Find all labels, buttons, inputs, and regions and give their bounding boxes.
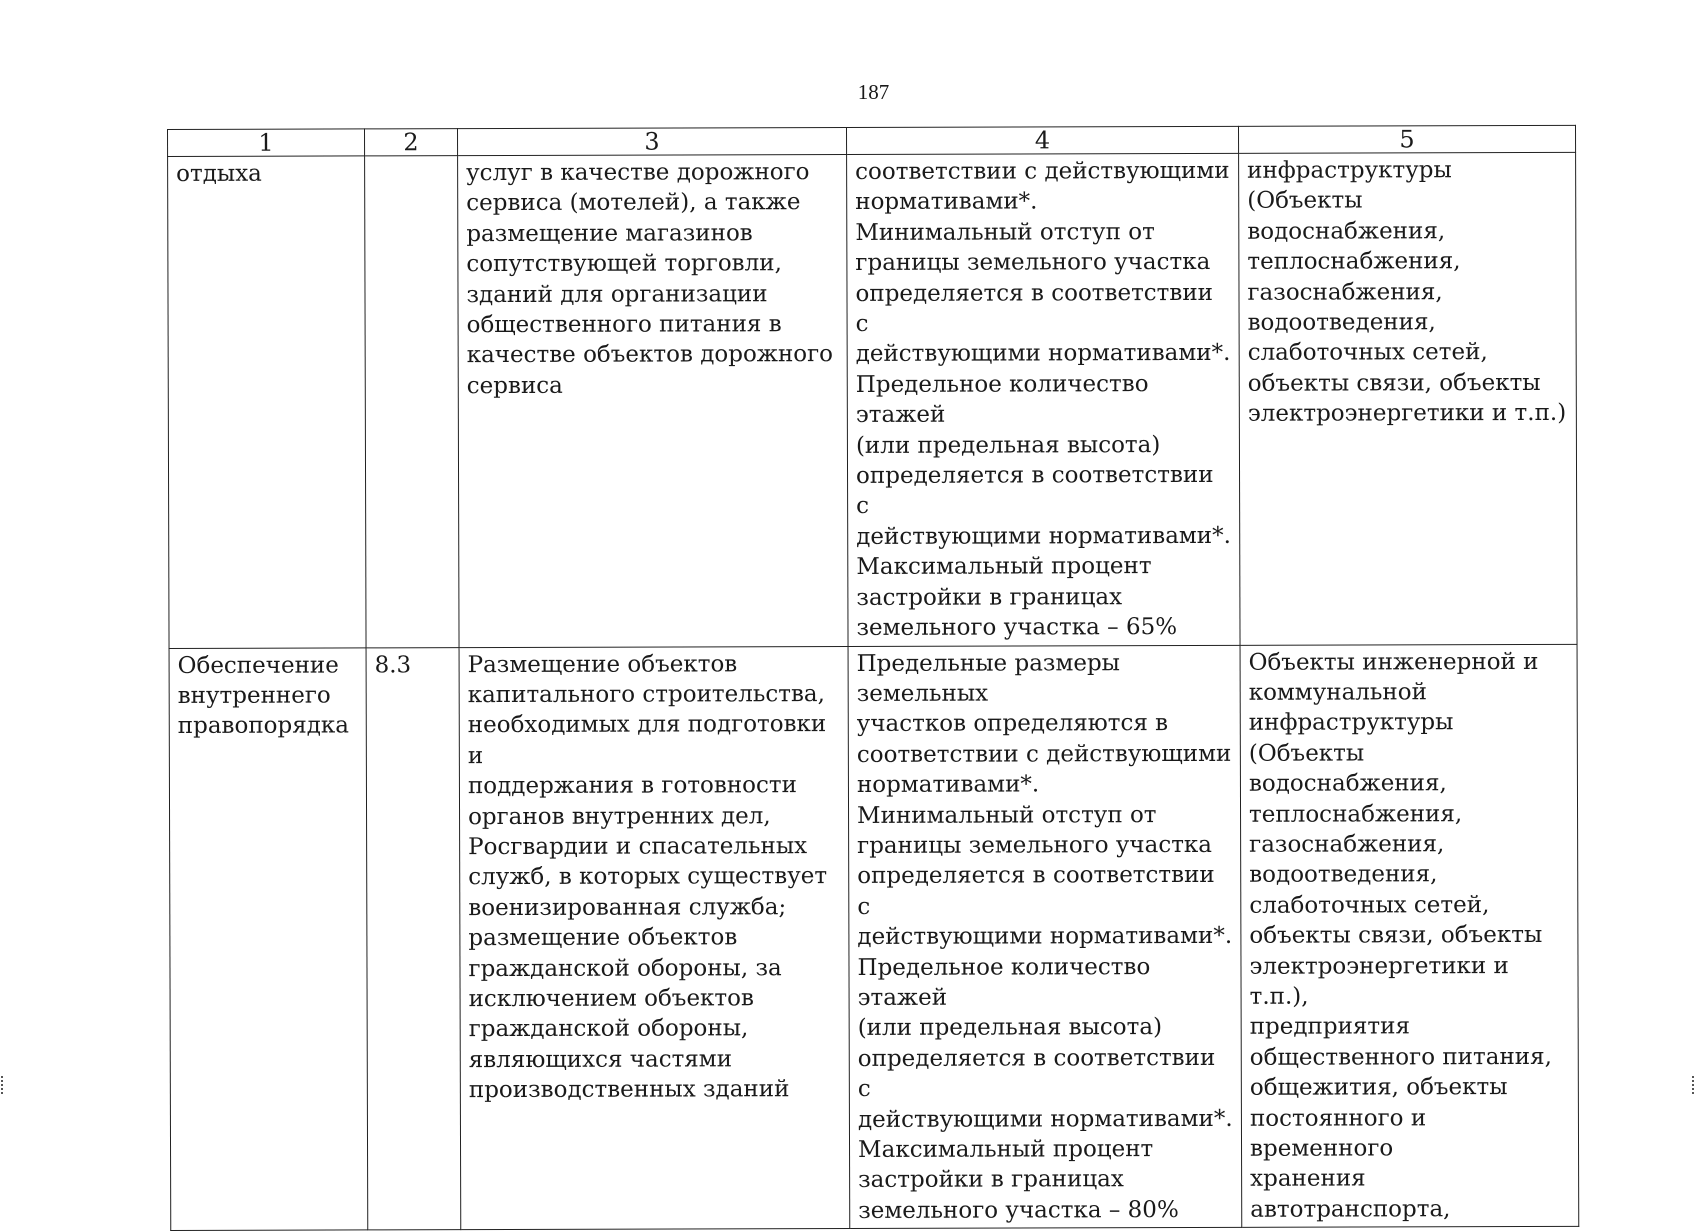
use-code-cell (365, 156, 459, 648)
header-cell-4: 4 (846, 126, 1238, 154)
table-row (169, 644, 1579, 1231)
header-cell-5: 5 (1238, 125, 1575, 153)
right-margin-mark (1692, 1076, 1696, 1094)
header-cell-1: 1 (168, 129, 365, 157)
page-number: 187 (857, 80, 890, 104)
use-description-cell: услуг в качестве дорожного сервиса (мотелей), а также размещение магазинов сопутствующей торговли, зданий для организации общественного питания в качестве объектов дорожного сервиса (458, 154, 848, 647)
use-name-cell: Обеспечение внутреннего правопорядка (169, 647, 368, 1230)
zoning-table (167, 125, 1579, 1231)
header-cell-3: 3 (458, 127, 847, 155)
auxiliary-uses-cell: инфраструктуры (Объекты водоснабжения, теплоснабжения, газоснабжения, водоотведения, слаботочных сетей, объекты связи, объекты электроэнергетики и т.п.) (1239, 152, 1577, 644)
parameters-cell: соответствии с действующими нормативами*. Минимальный отступ от границы земельного участка определяется в соответствии с действующими нормативами*. Предельное количество этажей (или предельная высота) определяется в соответствии с действующими нормативами*. Максимальный процент застройки в границах земельного участка – 65% (847, 153, 1240, 646)
table-header-row (168, 125, 1576, 156)
left-margin-mark (1, 1076, 5, 1094)
table-row (168, 152, 1577, 648)
parameters-cell: Предельные размеры земельных участков определяются в соответствии с действующими нормативами*. Минимальный отступ от границы земельного участка определяется в соответствии с действующими нормативами*. Предельное количество этажей (или предельная высота) определяется в соответствии с действующими нормативами*. Максимальный процент застройки в границах земельного участка – 80% (848, 645, 1242, 1229)
use-code-cell: 8.3 (366, 647, 461, 1230)
use-name-cell: отдыха (168, 156, 366, 648)
header-cell-2: 2 (365, 129, 458, 156)
use-description-cell: Размещение объектов капитального строительства, необходимых для подготовки и поддержания в готовности органов внутренних дел, Росгвардии и спасательных служб, в которых существует военизированная служба; размещение объектов гражданской обороны, за исключением объектов гражданской обороны, являющихся частями производственных зданий (459, 646, 850, 1230)
auxiliary-uses-cell: Объекты инженерной и коммунальной инфраструктуры (Объекты водоснабжения, теплоснабжения, газоснабжения, водоотведения, слаботочных сетей, объекты связи, объекты электроэнергетики и т.п.), предприятия общественного питания, общежития, объекты постоянного и временного хранения автотранспорта, (1240, 644, 1579, 1228)
